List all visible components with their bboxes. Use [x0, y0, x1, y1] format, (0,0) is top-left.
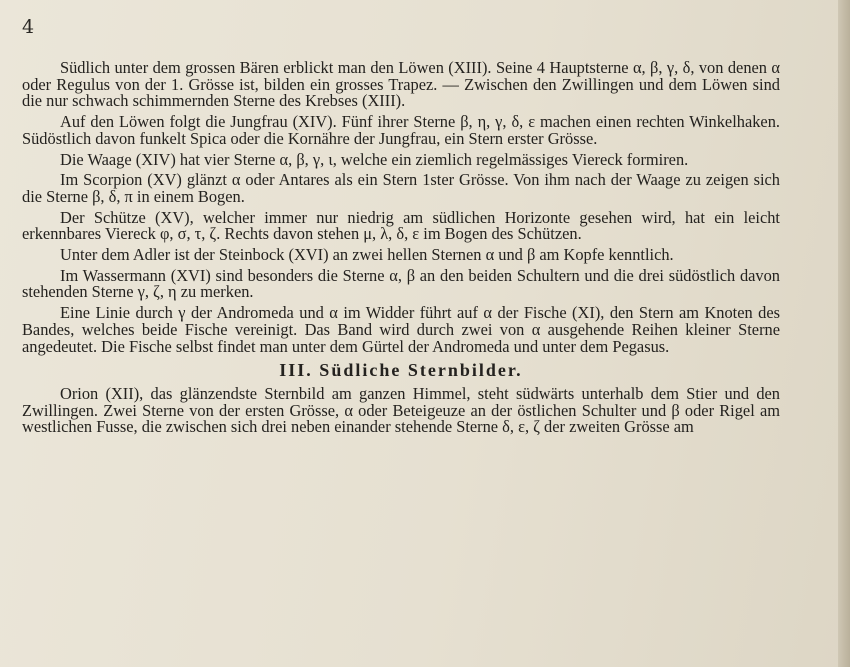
paragraph-loewe: Südlich unter dem grossen Bären erblickt man den Löwen (XIII). Seine 4 Hauptsterne α, β, γ, δ, von denen α oder Regulus von der 1. Grösse ist, bilden ein grosses Trapez. — Zwischen den Zwillingen und dem Löwen sind die nur schwach schimmernden Sterne des Krebses (XIII).	[22, 58, 780, 111]
paragraph-jungfrau: Auf den Löwen folgt die Jungfrau (XIV). Fünf ihrer Sterne β, η, γ, δ, ε machen einen rechten Winkelhaken. Südöstlich davon funkelt Spica oder die Kornähre der Jungfrau, ein Stern erster Grösse.	[22, 112, 780, 148]
page-number: 4	[22, 16, 35, 38]
paragraph-orion: Orion (XII), das glänzendste Sternbild am ganzen Himmel, steht südwärts unterhalb dem Stier und den Zwillingen. Zwei Sterne von der ersten Grösse, α oder Beteigeuze an der östlichen Schulter und β oder Rigel am westlichen Fusse, die zwischen sich drei neben einander stehende Sterne δ, ε, ζ der zweiten Grösse am	[22, 383, 780, 437]
paragraph-scorpion: Im Scorpion (XV) glänzt α oder Antares als ein Stern 1ster Grösse. Von ihm nach der Waage zu zeigen sich die Sterne β, δ, π in einem Bogen.	[22, 170, 780, 206]
section-heading: III. Südliche Sternbilder.	[279, 360, 523, 381]
paragraph-steinbock: Unter dem Adler ist der Steinbock (XVI) an zwei hellen Sternen α und β am Kopfe kenntlich.	[60, 245, 674, 265]
page-gutter	[838, 0, 850, 667]
paragraph-schuetze: Der Schütze (XV), welcher immer nur niedrig am südlichen Horizonte gesehen wird, hat ein leicht erkennbares Viereck φ, σ, τ, ζ. Rechts davon stehen μ, λ, δ, ε im Bogen des Schützen.	[22, 207, 780, 244]
paragraph-waage: Die Waage (XIV) hat vier Sterne α, β, γ, ι, welche ein ziemlich regelmässiges Viereck formiren.	[60, 149, 689, 169]
page-text-block	[22, 60, 780, 440]
paragraph-wassermann: Im Wassermann (XVI) sind besonders die Sterne α, β an den beiden Schultern und die drei südöstlich davon stehenden Sterne γ, ζ, η zu merken.	[22, 265, 780, 302]
paragraph-fische: Eine Linie durch γ der Andromeda und α im Widder führt auf α der Fische (XI), den Stern am Knoten des Bandes, welches beide Fische vereinigt. Das Band wird durch zwei von α ausgehende Reihen kleiner Sterne angedeutet. Die Fische selbst findet man unter dem Gürtel der Andromeda und unter dem Pegasus.	[22, 303, 780, 356]
